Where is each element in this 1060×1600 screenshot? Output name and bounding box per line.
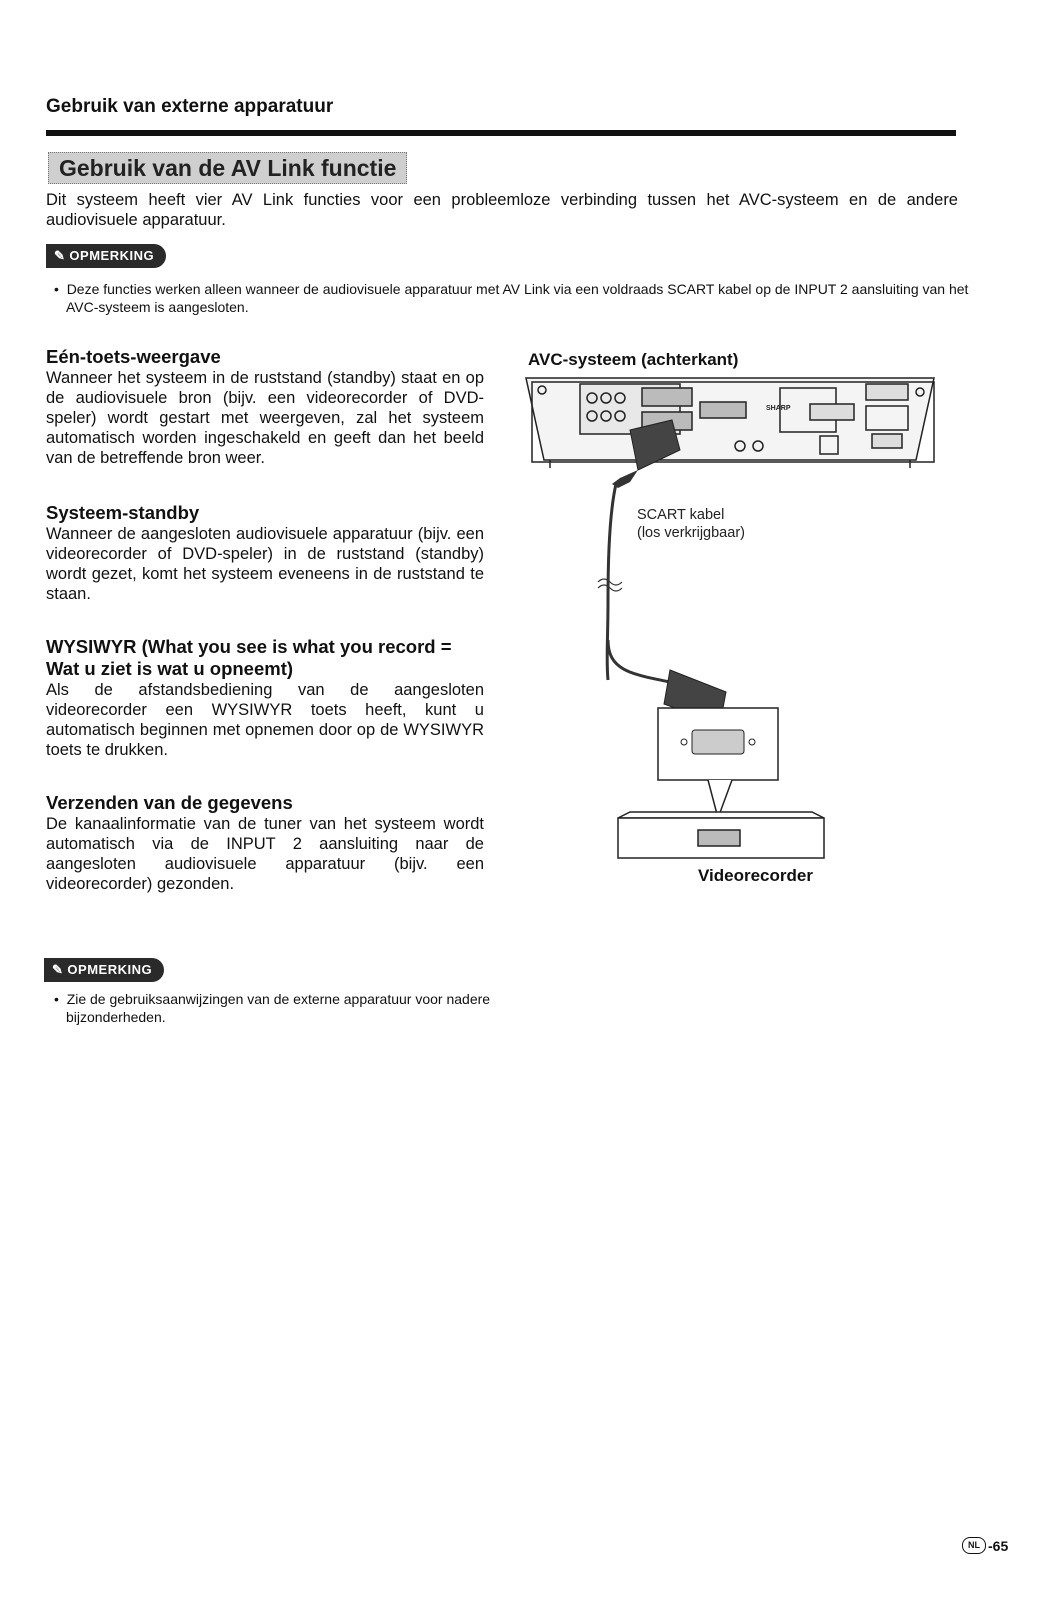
diagram-title: AVC-systeem (achterkant) — [528, 350, 739, 369]
vcr-device — [618, 812, 824, 858]
page-header-title: Gebruik van externe apparatuur — [46, 96, 334, 117]
note-text: • Zie de gebruiksaanwijzingen van de externe apparatuur voor nadere bijzonderheden. — [54, 991, 491, 1025]
avc-rear-panel — [526, 378, 934, 468]
language-badge: NL — [962, 1537, 986, 1554]
note-text: • Deze functies werken alleen wanneer de audiovisuele apparatuur met AV Link via een voldraads SCART kabel op de INPUT 2 aansluiting van het AVC-systeem is aangesloten. — [54, 281, 969, 315]
cable-label-line2: (los verkrijgbaar) — [637, 525, 745, 541]
section-title: Gebruik van de AV Link functie — [48, 152, 407, 184]
brand-label: SHARP — [766, 405, 791, 412]
feature-data-transfer — [46, 792, 484, 894]
feature-heading: WYSIWYR (What you see is what you record = Wat u ziet is wat u opneemt) — [46, 636, 452, 679]
feature-heading: Verzenden van de gegevens — [46, 792, 293, 813]
note-badge — [46, 244, 166, 268]
feature-heading: Eén-toets-weergave — [46, 346, 221, 367]
feature-text: Wanneer het systeem in de ruststand (standby) staat en op de audiovisuele bron (bijv. een videorecorder of DVD-speler) wordt gestart met weergeven, zal het systeem automatisch worden ingeschakeld en geeft dan het beeld van de betreffende bron weer. — [46, 369, 484, 467]
cable-label — [637, 506, 745, 542]
page-number — [962, 1537, 1008, 1554]
feature-system-standby — [46, 502, 484, 604]
header-rule — [46, 130, 956, 136]
feature-one-touch-play — [46, 346, 484, 468]
intro-paragraph: Dit systeem heeft vier AV Link functies voor een probleemloze verbinding tussen het AVC-systeem en de andere audiovisuele apparatuur. — [46, 191, 958, 229]
note-text-content: Zie de gebruiksaanwijzingen van de externe apparatuur voor nadere bijzonderheden. — [66, 991, 491, 1025]
note-badge — [44, 958, 164, 982]
feature-text: Als de afstandsbediening van de aangesloten videorecorder een WYSIWYR toets heeft, kunt u automatisch beginnen met opnemen door op de WYSIWYR toets te drukken. — [46, 681, 484, 759]
note-badge-label: OPMERKING — [67, 962, 153, 977]
feature-text: Wanneer de aangesloten audiovisuele apparatuur (bijv. een videorecorder of DVD-speler) in de ruststand (standby) wordt gezet, komt het systeem eveneens in de ruststand te staan. — [46, 525, 484, 603]
pencil-icon: ✎ — [54, 248, 66, 263]
page-number-text: -65 — [988, 1537, 1009, 1554]
connection-diagram — [520, 370, 940, 870]
vcr-label: Videorecorder — [698, 866, 813, 885]
pencil-icon: ✎ — [52, 962, 64, 977]
feature-text: De kanaalinformatie van de tuner van het systeem wordt automatisch via de INPUT 2 aansluiting naar de aangesloten audiovisuele apparatuur (bijv. een videorecorder) gezonden. — [46, 815, 484, 893]
feature-wysiwyr — [46, 636, 484, 760]
cable-label-line1: SCART kabel — [637, 507, 725, 523]
note-text-content: Deze functies werken alleen wanneer de audiovisuele apparatuur met AV Link via een voldraads SCART kabel op de INPUT 2 aansluiting van het AVC-systeem is aangesloten. — [66, 281, 969, 315]
feature-heading: Systeem-standby — [46, 502, 200, 523]
scart-socket-zoomed — [692, 730, 744, 754]
note-badge-label: OPMERKING — [69, 248, 155, 263]
